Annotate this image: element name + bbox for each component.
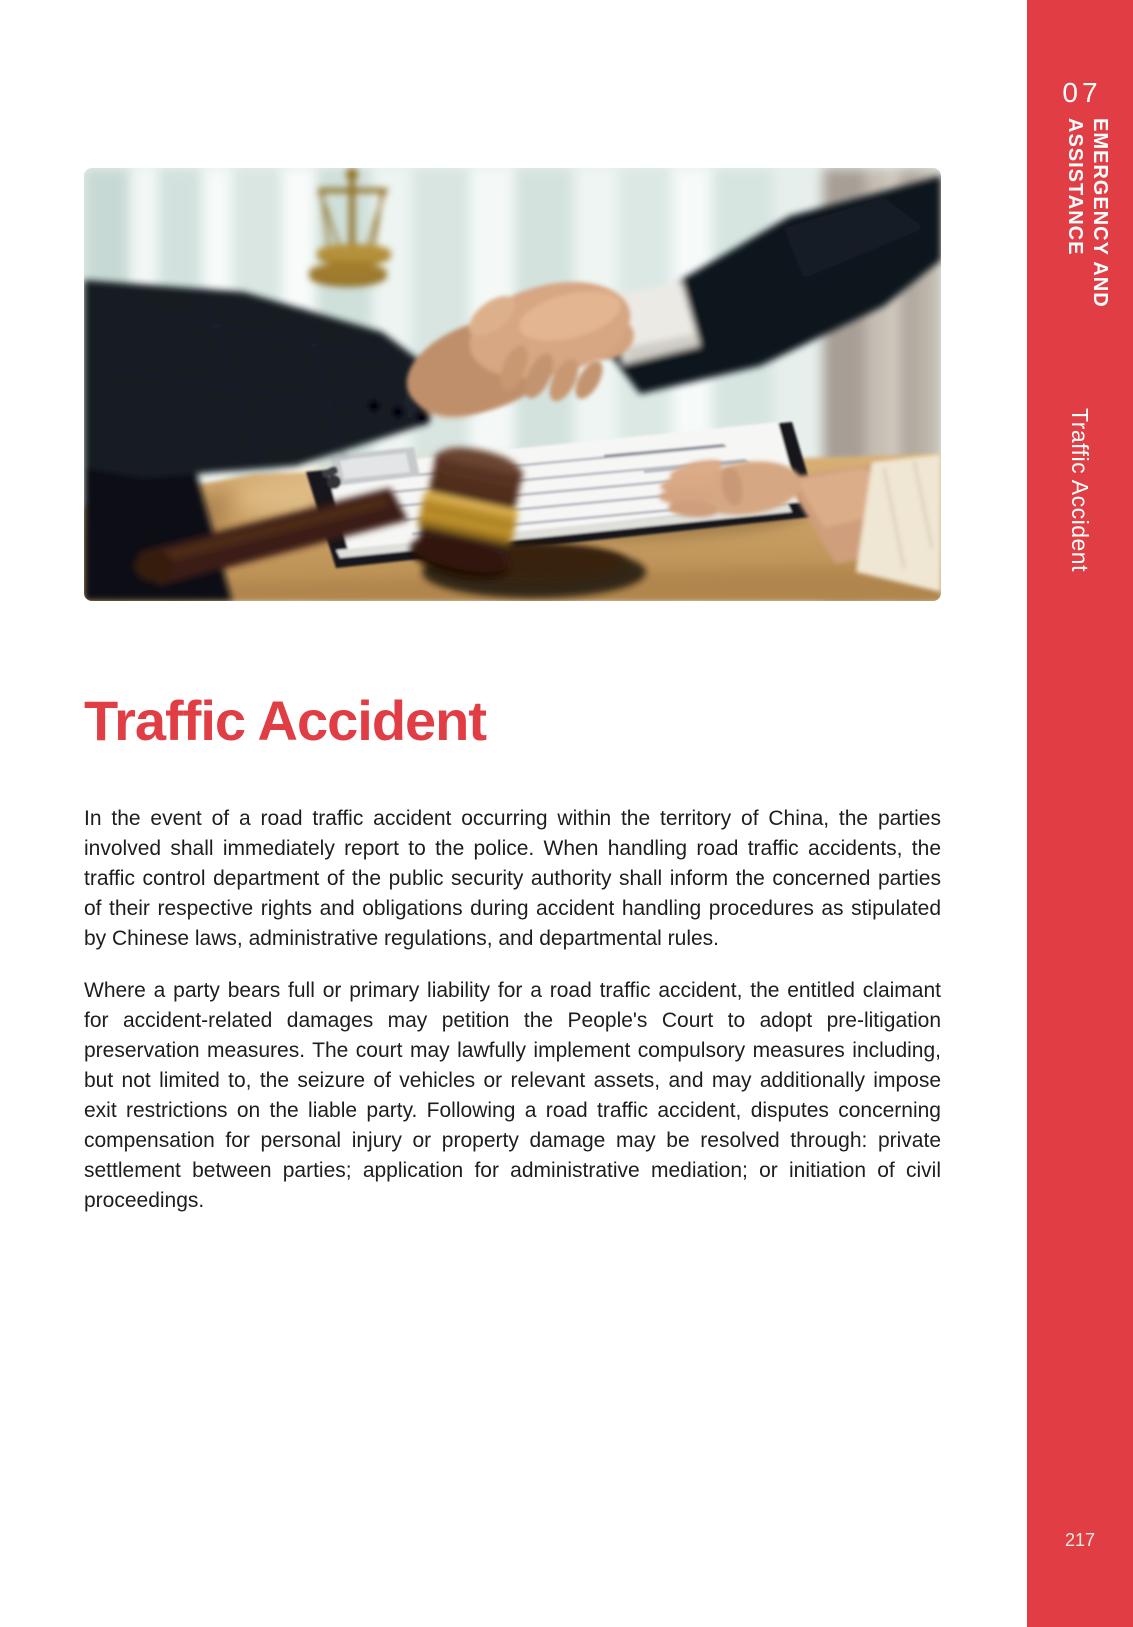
body-paragraph-2: Where a party bears full or primary liability for a road traffic accident, the entitled claimant for accident-related damages may petition the People's Court to adopt pre-litigation preservation measures. The court may lawfully implement compulsory measures including, but not limited to, the seizure of vehicles or relevant assets, and may additionally impose exit restrictions on the liable party. Following a road traffic accident, disputes concerning compensation for personal injury or property damage may be resolved through: private settlement between parties; application for administrative mediation; or initiation of civil proceedings. <box>84 979 941 1212</box>
body-paragraph-1: In the event of a road traffic accident occurring within the territory of China, the parties involved shall immediately report to the police. When handling road traffic accidents, the traffic control department of the public security authority shall inform the concerned parties of their respective rights and obligations during accident handling procedures as stipulated by Chinese laws, administrative regulations, and departmental rules. <box>84 807 941 950</box>
chapter-title-line-1: EMERGENCY AND <box>1089 118 1111 308</box>
chapter-title-line-2: ASSISTANCE <box>1064 118 1086 256</box>
sidebar-section-title: Traffic Accident <box>1067 408 1093 572</box>
chapter-sidebar <box>1027 0 1133 1627</box>
body-copy <box>84 804 941 1238</box>
page-title: Traffic Accident <box>84 689 487 752</box>
chapter-title <box>1062 118 1112 308</box>
handshake-photo <box>84 168 941 601</box>
handshake-photo-illustration <box>84 168 941 601</box>
chapter-number: 07 <box>1062 77 1102 108</box>
page-number: 217 <box>1064 1530 1096 1550</box>
